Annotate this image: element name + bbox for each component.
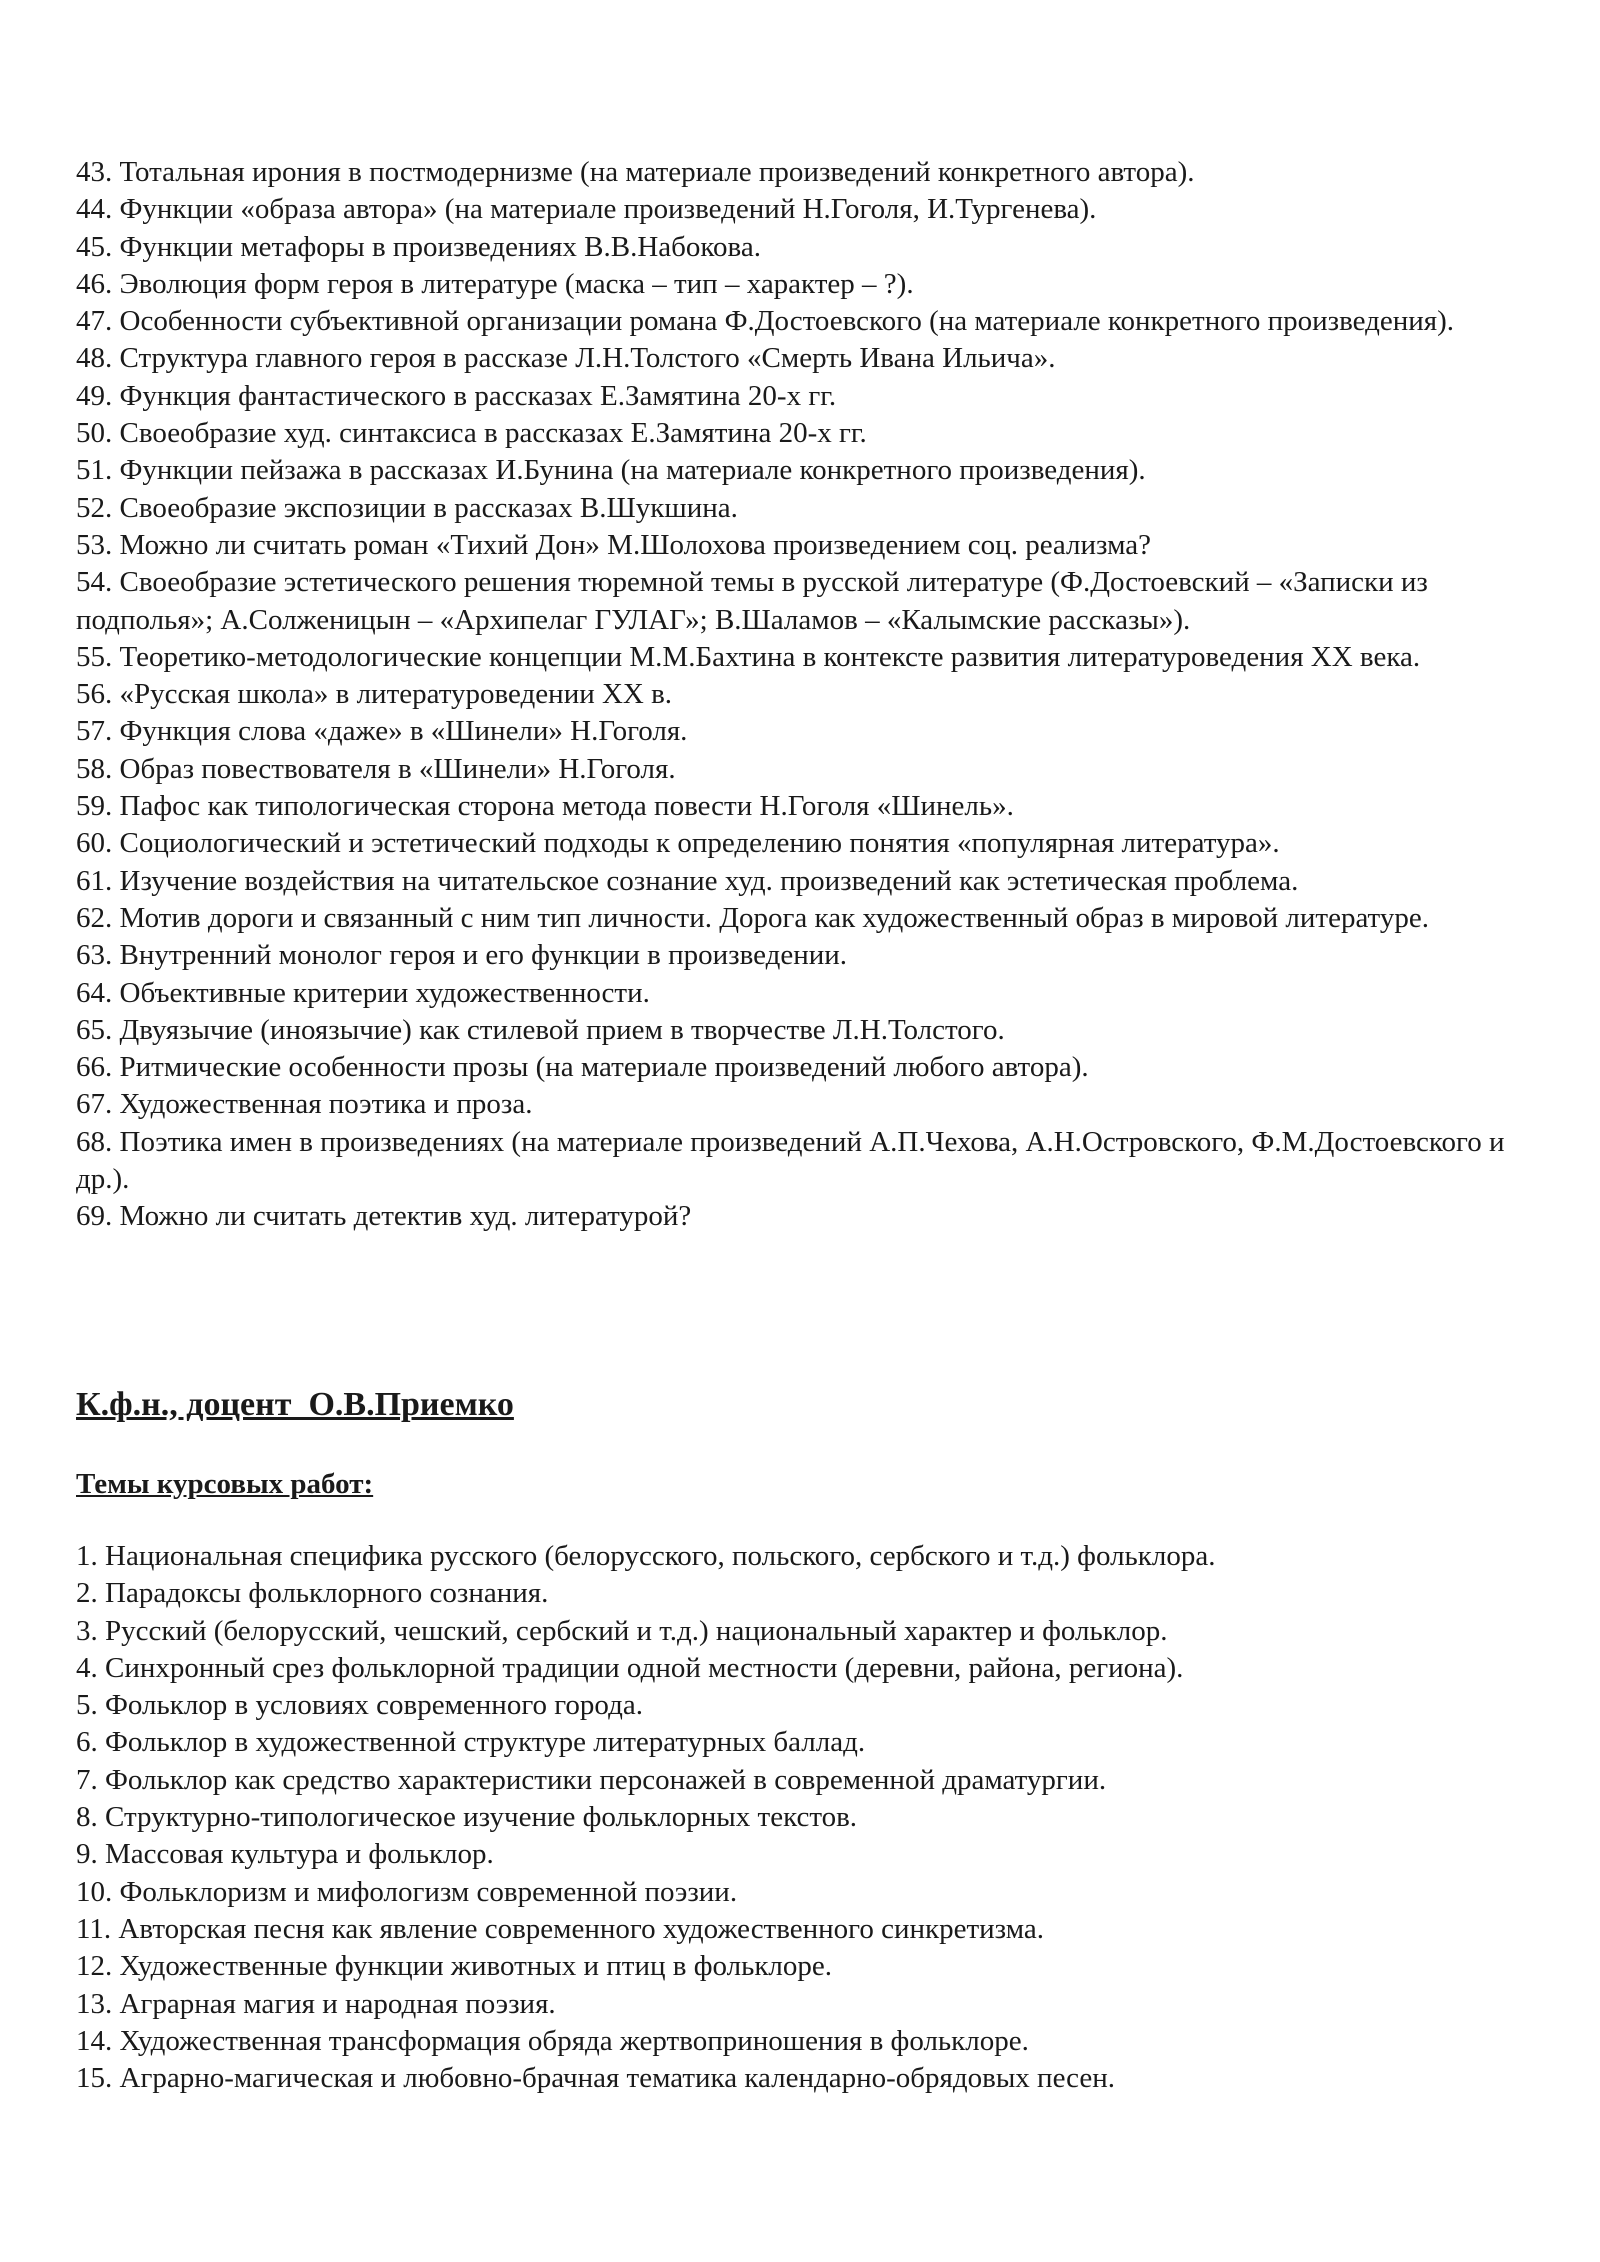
list-item: 64. Объективные критерии художественности. — [76, 976, 650, 1009]
list-item: 11. Авторская песня как явление современного художественного синкретизма. — [76, 1912, 1044, 1945]
list-item: 54. Своеобразие эстетического решения тюремной темы в русской литературе (Ф.Достоевский – «Записки из подполья»; А.Солженицын – «Архипелаг ГУЛАГ»; В.Шаламов – «Калымские рассказы»). — [76, 566, 1428, 636]
coursework-topics-list — [76, 1538, 1532, 2097]
topics-heading: Темы курсовых работ: — [76, 1468, 374, 1500]
list-item: 43. Тотальная ирония в постмодернизме (на материале произведений конкретного автора). — [76, 156, 1195, 188]
list-item: 66. Ритмические особенности прозы (на материале произведений любого автора). — [76, 1051, 1089, 1084]
list-item: 9. Массовая культура и фольклор. — [76, 1838, 494, 1871]
list-item: 48. Структура главного героя в рассказе Л.Н.Толстого «Смерть Ивана Ильича». — [76, 342, 1056, 375]
list-item: 55. Теоретико-методологические концепции М.М.Бахтина в контексте развития литературоведения XX века. — [76, 640, 1421, 673]
list-item: 12. Художественные функции животных и птиц в фольклоре. — [76, 1950, 832, 1983]
list-item: 59. Пафос как типологическая сторона метода повести Н.Гоголя «Шинель». — [76, 790, 1014, 823]
list-item: 8. Структурно-типологическое изучение фольклорных текстов. — [76, 1801, 858, 1834]
list-item: 3. Русский (белорусский, чешский, сербский и т.д.) национальный характер и фольклор. — [76, 1614, 1168, 1647]
list-item: 5. Фольклор в условиях современного города. — [76, 1689, 643, 1722]
list-item: 52. Своеобразие экспозиции в рассказах В.Шукшина. — [76, 491, 738, 524]
list-item: 63. Внутренний монолог героя и его функции в произведении. — [76, 939, 848, 972]
list-item: 49. Функция фантастического в рассказах Е.Замятина 20-х гг. — [76, 379, 837, 412]
list-item: 62. Мотив дороги и связанный с ним тип личности. Дорога как художественный образ в мировой литературе. — [76, 901, 1429, 934]
list-item: 2. Парадоксы фольклорного сознания. — [76, 1577, 549, 1610]
list-item: 58. Образ повествователя в «Шинели» Н.Гоголя. — [76, 752, 676, 785]
list-item: 56. «Русская школа» в литературоведении XX в. — [76, 678, 673, 711]
list-item: 68. Поэтика имен в произведениях (на материале произведений А.П.Чехова, А.Н.Островского, Ф.М.Достоевского и др.). — [76, 1125, 1505, 1196]
list-item: 13. Аграрная магия и народная поэзия. — [76, 1987, 556, 2020]
list-item: 50. Своеобразие худ. синтаксиса в рассказах Е.Замятина 20-х гг. — [76, 417, 867, 450]
list-item: 60. Социологический и эстетический подходы к определению понятия «популярная литература». — [76, 827, 1280, 860]
list-item: 57. Функция слова «даже» в «Шинели» Н.Гоголя. — [76, 715, 688, 748]
author-heading: К.ф.н., доцент О.В.Приемко — [76, 1386, 514, 1423]
list-item: 14. Художественная трансформация обряда жертвоприношения в фольклоре. — [76, 2024, 1029, 2057]
list-item: 47. Особенности субъективной организации романа Ф.Достоевского (на материале конкретного произведения). — [76, 305, 1455, 338]
list-item: 15. Аграрно-магическая и любовно-брачная тематика календарно-обрядовых песен. — [76, 2062, 1116, 2095]
list-item: 10. Фольклоризм и мифологизм современной поэзии. — [76, 1875, 738, 1908]
list-item: 46. Эволюция форм героя в литературе (маска – тип – характер – ?). — [76, 267, 914, 300]
list-item: 65. Двуязычие (иноязычие) как стилевой прием в творчестве Л.Н.Толстого. — [76, 1013, 1005, 1046]
list-item: 61. Изучение воздействия на читательское сознание худ. произведений как эстетическая проблема. — [76, 864, 1299, 897]
list-item: 53. Можно ли считать роман «Тихий Дон» М.Шолохова произведением соц. реализма? — [76, 528, 1151, 561]
list-item: 6. Фольклор в художественной структуре литературных баллад. — [76, 1726, 866, 1759]
list-item: 4. Синхронный срез фольклорной традиции одной местности (деревни, района, региона). — [76, 1651, 1184, 1684]
list-item: 44. Функции «образа автора» (на материале произведений Н.Гоголя, И.Тургенева). — [76, 193, 1097, 226]
list-item: 7. Фольклор как средство характеристики персонажей в современной драматургии. — [76, 1763, 1107, 1796]
list-item: 67. Художественная поэтика и проза. — [76, 1088, 533, 1121]
list-item: 45. Функции метафоры в произведениях В.В.Набокова. — [76, 230, 761, 263]
list-item: 69. Можно ли считать детектив худ. литературой? — [76, 1200, 692, 1233]
list-item: 1. Национальная специфика русского (белорусского, польского, сербского и т.д.) фольклора. — [76, 1540, 1216, 1572]
list-item: 51. Функции пейзажа в рассказах И.Бунина (на материале конкретного произведения). — [76, 454, 1146, 487]
topics-list-continued — [76, 154, 1532, 1236]
